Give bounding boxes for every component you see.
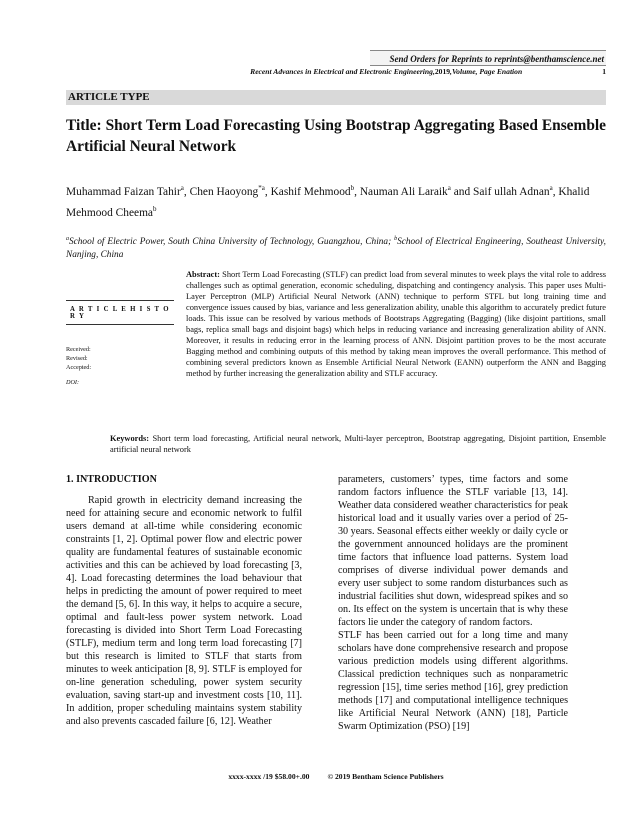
author-name: Nauman Ali Laraik xyxy=(359,185,448,198)
author-list xyxy=(66,180,606,222)
author-sep: , xyxy=(354,185,360,198)
author-sep: , xyxy=(552,185,559,198)
keywords xyxy=(110,433,606,455)
author-name: Muhammad Faizan Tahir xyxy=(66,185,181,198)
page-footer xyxy=(66,772,606,781)
intro-paragraph-1: Rapid growth in electricity demand increasing the need for attaining secure and economic network to fulfil users demand at all-time while considering economic constraints [1, 2]. Optimal power flow and electric power quality are fundamental features of sustainable economic activities and this can be achieved by load forecasting [3, 4]. Load forecasting determines the load behaviour that helps in predicting the amount of power required to meet the demand [5, 6]. In this way, it helps to acquire a secure, optimal and fault-less power system network. Load forecasting is divided into Short Term Load Forecasting (STLF), medium term and long term load forecasting [7] but this research is limited to STLF that starts from minutes to week anticipation [8, 9]. STLF is employed for on-line generation scheduling, power system security evaluation, saving start-up and investment costs [10, 11]. In addition, proper scheduling maintains system stability and also prevents cascaded failure [6, 12]. Weather xyxy=(66,495,302,727)
keywords-text: Short term load forecasting, Artificial neural network, Multi-layer perceptron, Bootstrap aggregating, Disjoint partition, Ensemble artificial neural network xyxy=(110,434,606,454)
journal-sep: , xyxy=(432,67,435,76)
journal-year: 2019 xyxy=(434,67,451,76)
author-affil-sup: a xyxy=(180,184,184,192)
author-sep: and xyxy=(450,185,474,198)
author-name: Khalid Mehmood Cheema xyxy=(66,185,590,219)
footer-code: xxxx-xxxx /19 $58.00+.00 xyxy=(228,772,310,781)
history-revised: Revised: xyxy=(66,355,88,362)
abstract-label: Abstract: xyxy=(186,270,220,279)
paper-title: Title: Short Term Load Forecasting Using Bootstrap Aggregating Based Ensemble Artificial Neural Network xyxy=(66,117,606,155)
article-history xyxy=(66,300,174,387)
abstract-text: Short Term Load Forecasting (STLF) can predict load from several minutes to week plays the vital role to address challenges such as optimal generation, economic scheduling, dispatching and contingency analysis. This paper uses Multi-Layer Perceptron (MLP) Artificial Neural Network (ANN) technique to perform STFL but long training time and convergence issues caused by bias, variance and less generalization ability, unable this algorithm to accurately predict future loads. This issue can be resolved by various methods of Bootstraps Aggregating (Bagging) (like disjoint partitions, small bags, replica small bags and disjoint bags) which helps in reducing variance and increasing generalization ability of ANN. Moreover, it results in reducing error in the learning process of ANN. Disjoint partition proves to be the most accurate Bagging method and combining outputs of this method by taking mean improves the overall performance. This method of combining several predictors known as Ensemble Artificial Neural Network (EANN) outperform the ANN and Bagging method by further increasing the generalization ability and STLF accuracy. xyxy=(186,270,606,378)
author-name: Kashif Mehmood xyxy=(270,185,351,198)
history-doi: DOI: xyxy=(66,379,80,386)
affil-a: School of Electric Power, South China University of Technology, Guangzhou, China; xyxy=(69,237,395,248)
affil-a-sup: a xyxy=(66,236,69,242)
author-affil-sup: a xyxy=(549,184,553,192)
footer-copyright: © 2019 Bentham Science Publishers xyxy=(327,772,444,781)
body-column-left xyxy=(66,473,302,728)
author-affil-sup: *a xyxy=(258,184,265,192)
journal-name: Recent Advances in Electrical and Electronic Engineering xyxy=(250,67,433,76)
keywords-label: Keywords: xyxy=(110,434,150,443)
author-sep: , xyxy=(183,185,190,198)
author-affil-sup: a xyxy=(447,184,451,192)
author-name: Chen Haoyong xyxy=(189,185,259,198)
article-type: ARTICLE TYPE xyxy=(66,90,606,105)
affiliations xyxy=(66,233,606,262)
intro-paragraph-2: parameters, customers’ types, time factors and some random factors influence the STLF variable [13, 14]. Weather data considered weather characteristics for peak historical load and it usually varies over a period of 25-30 years. Seasonal effects either weekly or daily cycle or the government announced holidays are the prominent time factors that influence load patterns. System load comprises of diverse individual power demands and every user subject to some random disturbances such as industrial facilities shut down, widespread spikes and so on. Its effect on the system is uncertain that is why these factors lie under the category of random factors. xyxy=(338,474,568,628)
journal-volume: Volume, Page Enation xyxy=(451,67,523,76)
affil-b: School of Electrical Engineering, Southeast University, Nanjing, China xyxy=(66,237,606,261)
abstract xyxy=(186,269,606,379)
intro-paragraph-3: STLF has been carried out for a long time and many scholars have done comprehensive research and propose various prediction models using different algorithms. Classical prediction techniques such as nonparametric regression [15], time series method [16], grey prediction methods [17] and computational intelligence techniques like Artificial Neural Network (ANN) [18], Particle Swarm Optimization (PSO) [19] xyxy=(338,630,568,732)
history-heading: A R T I C L E H I S T O R Y xyxy=(66,300,174,325)
section-heading: 1. INTRODUCTION xyxy=(66,474,157,485)
journal-header xyxy=(66,67,606,76)
author-sep: , xyxy=(264,185,271,198)
reprint-notice: Send Orders for Reprints to reprints@benthamscience.net xyxy=(370,50,606,66)
journal-sep2: , xyxy=(450,67,452,76)
author-affil-sup: b xyxy=(153,204,157,213)
author-name: Saif ullah Adnan xyxy=(473,185,550,198)
history-accepted: Accepted: xyxy=(66,364,92,371)
page-number: 1 xyxy=(602,67,606,76)
body-column-right xyxy=(338,473,568,733)
affil-b-sup: b xyxy=(394,236,398,242)
history-received: Received: xyxy=(66,346,91,353)
author-affil-sup: b xyxy=(350,184,355,192)
